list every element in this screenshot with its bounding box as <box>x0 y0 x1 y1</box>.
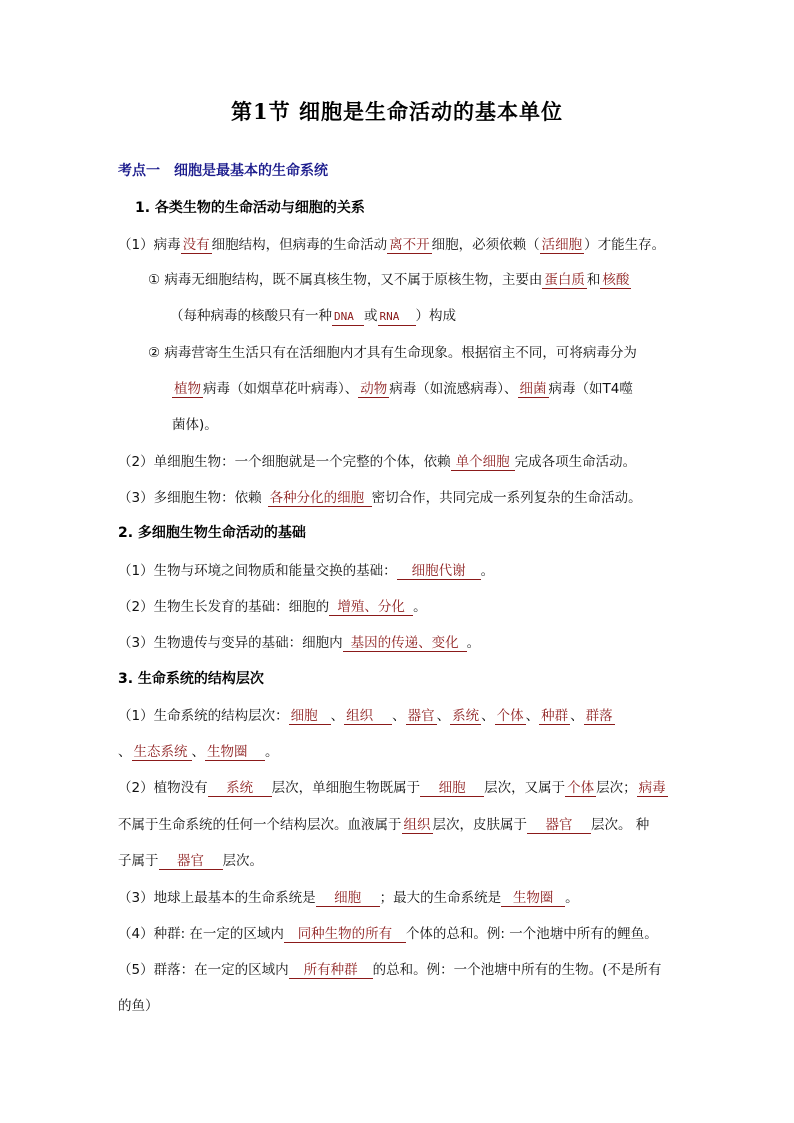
text: 细胞结构，但病毒的生命活动 <box>211 237 388 253</box>
text: 子属于 <box>118 853 159 869</box>
text: ② 病毒营寄生生活只有在活细胞内才具有生命现象。根据宿主不同，可将病毒分为 <box>148 345 637 361</box>
fill-answer: 细菌 <box>519 381 547 397</box>
paragraph <box>118 886 579 907</box>
section-2-heading: 2. 多细胞生物生命活动的基础 <box>118 525 306 541</box>
fill-answer: 细胞 <box>316 890 380 907</box>
text: 病毒（如烟草花叶病毒）、 <box>203 381 359 397</box>
separator: 、 <box>436 708 451 724</box>
paragraph <box>118 813 649 834</box>
text: 和 <box>586 272 601 288</box>
paragraph <box>118 704 615 725</box>
text: （3）生物遗传与变异的基础：细胞内 <box>118 635 343 651</box>
separator: 、 <box>392 708 406 724</box>
fill-answer: 器官 <box>527 817 591 834</box>
fill-answer: 所有种群 <box>289 962 373 979</box>
kaodian-label: 考点一 <box>118 163 160 179</box>
text: 的鱼） <box>118 998 159 1014</box>
paragraph <box>118 958 661 979</box>
fill-answer: 组织 <box>344 708 392 725</box>
text: ）构成 <box>415 308 456 324</box>
text: ）才能生存。 <box>584 237 666 253</box>
text: （2）生物生长发育的基础：细胞的 <box>118 599 330 615</box>
text: 密切合作，共同完成一系列复杂的生命活动。 <box>371 490 642 506</box>
paragraph <box>118 486 642 507</box>
fill-answer: 基因的传递、变化 <box>343 635 467 652</box>
fill-answer: 系统 <box>208 780 272 797</box>
text: 层次。 <box>222 853 263 869</box>
fill-answer: 动物 <box>360 381 388 397</box>
paragraph <box>118 631 480 652</box>
fill-answer: 个体 <box>496 708 524 724</box>
separator: 、 <box>191 744 205 760</box>
paragraph <box>118 994 159 1014</box>
fill-answer: 单个细胞 <box>451 454 515 471</box>
text: （3）多细胞生物：依赖 <box>118 490 262 506</box>
text: （2）植物没有 <box>118 780 208 796</box>
page-title: 第1节 细胞是生命活动的基本单位 <box>231 99 563 124</box>
text: 层次，单细胞生物既属于 <box>271 780 421 796</box>
text: 层次，又属于 <box>484 780 566 796</box>
fill-answer: 种群 <box>541 708 569 724</box>
fill-answer: 同种生物的所有 <box>284 926 406 943</box>
text: ；最大的生命系统是 <box>379 890 502 906</box>
kaodian-heading <box>118 160 328 180</box>
fill-answer: 群落 <box>585 708 613 724</box>
paragraph <box>118 595 427 616</box>
paragraph <box>172 413 218 433</box>
text: 病毒（如T4噬 <box>548 381 633 397</box>
section-3-heading: 3. 生命系统的结构层次 <box>118 671 264 687</box>
fill-answer: 细胞代谢 <box>397 563 481 580</box>
separator: 、 <box>570 708 584 724</box>
kaodian-text: 细胞是最基本的生命系统 <box>174 163 328 179</box>
fill-answer: 系统 <box>452 708 480 724</box>
text: 。 <box>565 890 579 906</box>
text: 层次； <box>596 780 637 796</box>
fill-answer: 各种分化的细胞 <box>268 490 372 507</box>
fill-answer: 蛋白质 <box>544 272 585 288</box>
fill-answer: 离不开 <box>389 237 430 253</box>
text: 病毒（如流感病毒）、 <box>389 381 518 397</box>
text: （1）生物与环境之间物质和能量交换的基础： <box>118 563 397 579</box>
paragraph <box>118 740 279 761</box>
text: （1）病毒 <box>118 237 181 253</box>
fill-answer: 植物 <box>174 381 201 397</box>
text: （1）生命系统的结构层次： <box>118 708 289 724</box>
fill-answer: 个体 <box>567 780 595 796</box>
fill-answer: 生物圈 <box>205 744 265 761</box>
fill-answer: 器官 <box>407 708 435 724</box>
fill-answer: 细胞 <box>289 708 331 725</box>
text: 。 <box>466 635 481 651</box>
paragraph <box>118 776 668 797</box>
fill-answer: DNA <box>332 309 364 326</box>
paragraph <box>118 559 494 580</box>
text: 层次。 种 <box>591 817 650 833</box>
paragraph <box>172 377 633 398</box>
paragraph <box>148 268 631 289</box>
separator: 、 <box>330 708 345 724</box>
fill-answer: 活细胞 <box>541 237 583 253</box>
fill-answer: 生物圈 <box>501 890 565 907</box>
paragraph <box>148 341 637 361</box>
text: 细胞，必须依赖（ <box>431 237 540 253</box>
fill-answer: 没有 <box>182 237 210 253</box>
fill-answer: 增殖、分化 <box>329 599 413 616</box>
section-1-heading: 1. 各类生物的生命活动与细胞的关系 <box>135 200 365 216</box>
text: 。 <box>413 599 427 615</box>
text: （3）地球上最基本的生命系统是 <box>118 890 316 906</box>
text: （每种病毒的核酸只有一种 <box>170 308 332 324</box>
text: 菌体)。 <box>172 417 218 433</box>
text: 。 <box>480 563 495 579</box>
text: 层次，皮肤属于 <box>432 817 527 833</box>
text: 不属于生命系统的任何一个结构层次。血液属于 <box>118 817 402 833</box>
text: 的总和。例：一个池塘中所有的生物。(不是所有 <box>372 962 662 978</box>
fill-answer: 组织 <box>403 817 431 833</box>
separator: 、 <box>481 708 495 724</box>
fill-answer: 核酸 <box>602 272 630 288</box>
text: （4）种群: 在一定的区域内 <box>118 926 284 942</box>
fill-answer: 病毒 <box>638 780 666 796</box>
text: ① 病毒无细胞结构，既不属真核生物，又不属于原核生物，主要由 <box>148 272 543 288</box>
fill-answer: RNA <box>378 309 416 326</box>
text: （2）单细胞生物：一个细胞就是一个完整的个体，依赖 <box>118 454 451 470</box>
text: 完成各项生命活动。 <box>514 454 637 470</box>
separator: 、 <box>118 744 132 760</box>
paragraph <box>118 233 665 254</box>
fill-answer: 生态系统 <box>132 744 192 761</box>
text: 。 <box>265 744 279 760</box>
fill-answer: 细胞 <box>420 780 484 797</box>
paragraph <box>118 450 636 471</box>
text: 个体的总和。例: 一个池塘中所有的鲤鱼。 <box>405 926 658 942</box>
text: （5）群落：在一定的区域内 <box>118 962 289 978</box>
text: 或 <box>364 308 378 324</box>
paragraph <box>118 849 263 870</box>
paragraph <box>118 922 658 943</box>
paragraph <box>170 304 456 326</box>
separator: 、 <box>525 708 540 724</box>
fill-answer: 器官 <box>159 853 223 870</box>
